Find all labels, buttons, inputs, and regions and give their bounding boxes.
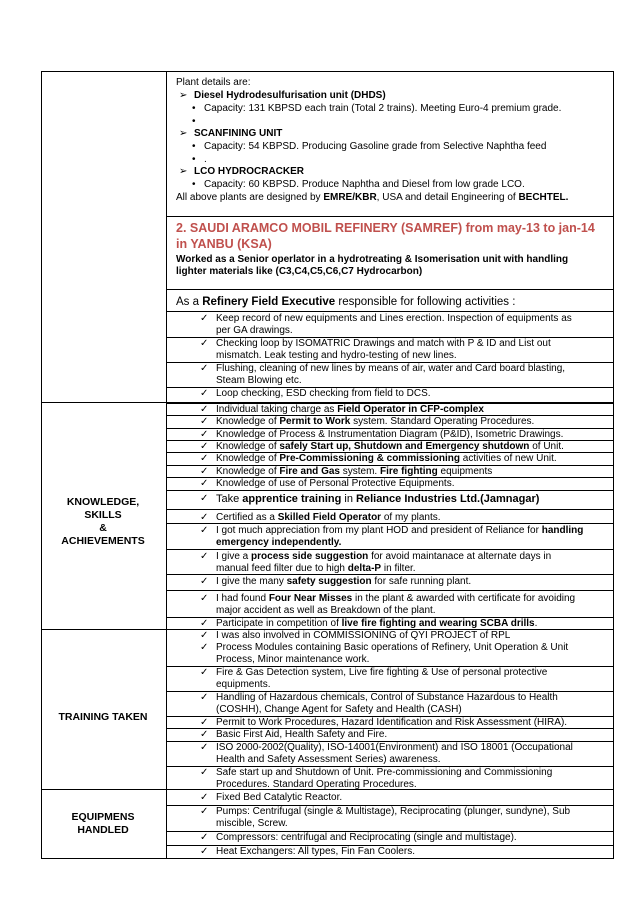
unit-name: SCANFINING UNIT — [194, 128, 283, 139]
check-icon: ✓ — [200, 846, 209, 857]
list-item-cont: Steam Blowing etc. — [216, 375, 302, 386]
list-item: I had found Four Near Misses in the plant & awarded with certificate for avoiding — [216, 593, 576, 604]
list-item: Checking loop by ISOMATRIC Drawings and match with P & ID and List out — [216, 338, 551, 349]
check-icon: ✓ — [200, 388, 209, 399]
list-item: Pumps: Centrifugal (single & Multistage), Reciprocating (plunger, sundyne), Sub — [216, 806, 571, 817]
list-item: I got much appreciation from my plant HOD and president of Reliance for handling — [216, 525, 584, 536]
check-icon: ✓ — [200, 478, 209, 489]
list-item: Keep record of new equipments and Lines erection. Inspection of equipments as — [216, 313, 572, 324]
list-item: Knowledge of safely Start up, Shutdown and Emergency shutdown of Unit. — [216, 441, 564, 452]
check-icon: ✓ — [200, 416, 209, 427]
check-icon: ✓ — [200, 717, 209, 728]
bullet-icon: • — [192, 141, 196, 152]
unit-detail: . — [204, 154, 207, 165]
bullet-icon: • — [192, 116, 196, 127]
samref-title-line1: 2. SAUDI ARAMCO MOBIL REFINERY (SAMREF) from may-13 to jan-14 — [176, 221, 595, 235]
check-icon: ✓ — [200, 493, 209, 504]
check-icon: ✓ — [200, 512, 209, 523]
samref-desc-line2: lighter materials like (C3,C4,C5,C6,C7 Hydrocarbon) — [176, 266, 423, 277]
list-item: I give a process side suggestion for avoid maintanace at alternate days in — [216, 551, 552, 562]
list-item-cont: Health and Safety Assessment Series) awareness. — [216, 754, 441, 765]
check-icon: ✓ — [200, 642, 209, 653]
list-item: Knowledge of Pre-Commissioning & commissioning activities of new Unit. — [216, 453, 557, 464]
unit-name: LCO HYDROCRACKER — [194, 166, 304, 177]
list-item: Flushing, cleaning of new lines by means of air, water and Card board blasting, — [216, 363, 566, 374]
designed-by-line: All above plants are designed by EMRE/KBR, USA and detail Engineering of BECHTEL. — [176, 192, 569, 203]
check-icon: ✓ — [200, 441, 209, 452]
samref-desc-line1: Worked as a Senior operlator in a hydrotreating & Isomerisation unit with handling — [176, 254, 569, 265]
list-item-cont: miscible, Screw. — [216, 818, 288, 829]
list-item-cont: major accident as well as Breakdown of the plant. — [216, 605, 436, 616]
bullet-icon: • — [192, 179, 196, 190]
list-item-cont: (COSHH), Change Agent for Safety and Health (CASH) — [216, 704, 462, 715]
samref-title-line2: in YANBU (KSA) — [176, 237, 272, 251]
check-icon: ✓ — [200, 692, 209, 703]
plant-details-label: Plant details are: — [176, 77, 251, 88]
list-item: Knowledge of use of Personal Protective Equipments. — [216, 478, 455, 489]
training-label: TRAINING TAKEN — [58, 711, 148, 723]
list-item: Compressors: centrifugal and Reciprocating (single and multistage). — [216, 832, 517, 843]
list-item: Fire & Gas Detection system, Live fire fighting & Use of personal protective — [216, 667, 548, 678]
list-item: Process Modules containing Basic operations of Refinery, Unit Operation & Unit — [216, 642, 569, 653]
check-icon: ✓ — [200, 729, 209, 740]
arrow-bullet-icon: ➢ — [179, 166, 188, 177]
list-item-cont: Procedures. Standard Operating Procedures. — [216, 779, 417, 790]
check-icon: ✓ — [200, 338, 209, 349]
bullet-icon: • — [192, 154, 196, 165]
list-item-cont: per GA drawings. — [216, 325, 293, 336]
check-icon: ✓ — [200, 466, 209, 477]
check-icon: ✓ — [200, 742, 209, 753]
unit-name: Diesel Hydrodesulfurisation unit (DHDS) — [194, 90, 386, 101]
check-icon: ✓ — [200, 313, 209, 324]
list-item: Heat Exchangers: All types, Fin Fan Coolers. — [216, 846, 415, 857]
list-item: Participate in competition of live fire fighting and wearing SCBA drills. — [216, 618, 538, 629]
check-icon: ✓ — [200, 630, 209, 641]
list-item: Handling of Hazardous chemicals, Control of Substance Hazardous to Health — [216, 692, 558, 703]
list-item-cont: equipments. — [216, 679, 271, 690]
list-item: Knowledge of Permit to Work system. Standard Operating Procedures. — [216, 416, 535, 427]
unit-detail: Capacity: 60 KBPSD. Produce Naphtha and Diesel from low grade LCO. — [204, 179, 525, 190]
check-icon: ✓ — [200, 576, 209, 587]
check-icon: ✓ — [200, 525, 209, 536]
role-heading: As a Refinery Field Executive responsible for following activities : — [176, 296, 516, 308]
list-item-cont: Process, Minor maintenance work. — [216, 654, 370, 665]
list-item: Certified as a Skilled Field Operator of my plants. — [216, 512, 441, 523]
unit-detail: Capacity: 131 KBPSD each train (Total 2 trains). Meeting Euro-4 premium grade. — [204, 103, 562, 114]
list-item: I give the many safety suggestion for safe running plant. — [216, 576, 472, 587]
check-icon: ✓ — [200, 806, 209, 817]
check-icon: ✓ — [200, 551, 209, 562]
list-item-cont: manual feed filter due to high delta-P in filter. — [216, 563, 416, 574]
check-icon: ✓ — [200, 593, 209, 604]
list-item: Knowledge of Process & Instrumentation Diagram (P&ID), Isometric Drawings. — [216, 429, 564, 440]
list-item: Loop checking, ESD checking from field to DCS. — [216, 388, 431, 399]
check-icon: ✓ — [200, 667, 209, 678]
list-item: Safe start up and Shutdown of Unit. Pre-commissioning and Commissioning — [216, 767, 553, 778]
check-icon: ✓ — [200, 363, 209, 374]
check-icon: ✓ — [200, 429, 209, 440]
list-item: Take apprentice training in Reliance Industries Ltd.(Jamnagar) — [216, 493, 540, 505]
list-item: I was also involved in COMMISSIONING of QYI PROJECT of RPL — [216, 630, 511, 641]
check-icon: ✓ — [200, 767, 209, 778]
arrow-bullet-icon: ➢ — [179, 128, 188, 139]
unit-detail: Capacity: 54 KBPSD. Producing Gasoline grade from Selective Naphtha feed — [204, 141, 547, 152]
bullet-icon: • — [192, 103, 196, 114]
list-item: Knowledge of Fire and Gas system. Fire fighting equipments — [216, 466, 493, 477]
check-icon: ✓ — [200, 404, 209, 415]
list-item: Basic First Aid, Health Safety and Fire. — [216, 729, 388, 740]
list-item-cont: mismatch. Leak testing and hydro-testing of new lines. — [216, 350, 457, 361]
knowledge-label: KNOWLEDGE, SKILLS & ACHIEVEMENTS — [61, 496, 145, 547]
list-item-cont: emergency independently. — [216, 537, 342, 548]
check-icon: ✓ — [200, 618, 209, 629]
list-item: Fixed Bed Catalytic Reactor. — [216, 792, 343, 803]
list-item: ISO 2000-2002(Quality), ISO-14001(Environment) and ISO 18001 (Occupational — [216, 742, 573, 753]
list-item: Individual taking charge as Field Operator in CFP-complex — [216, 404, 484, 415]
check-icon: ✓ — [200, 453, 209, 464]
equipment-label: EQUIPMENS HANDLED — [71, 811, 135, 836]
check-icon: ✓ — [200, 792, 209, 803]
list-item: Permit to Work Procedures, Hazard Identification and Risk Assessment (HIRA). — [216, 717, 568, 728]
check-icon: ✓ — [200, 832, 209, 843]
arrow-bullet-icon: ➢ — [179, 90, 188, 101]
